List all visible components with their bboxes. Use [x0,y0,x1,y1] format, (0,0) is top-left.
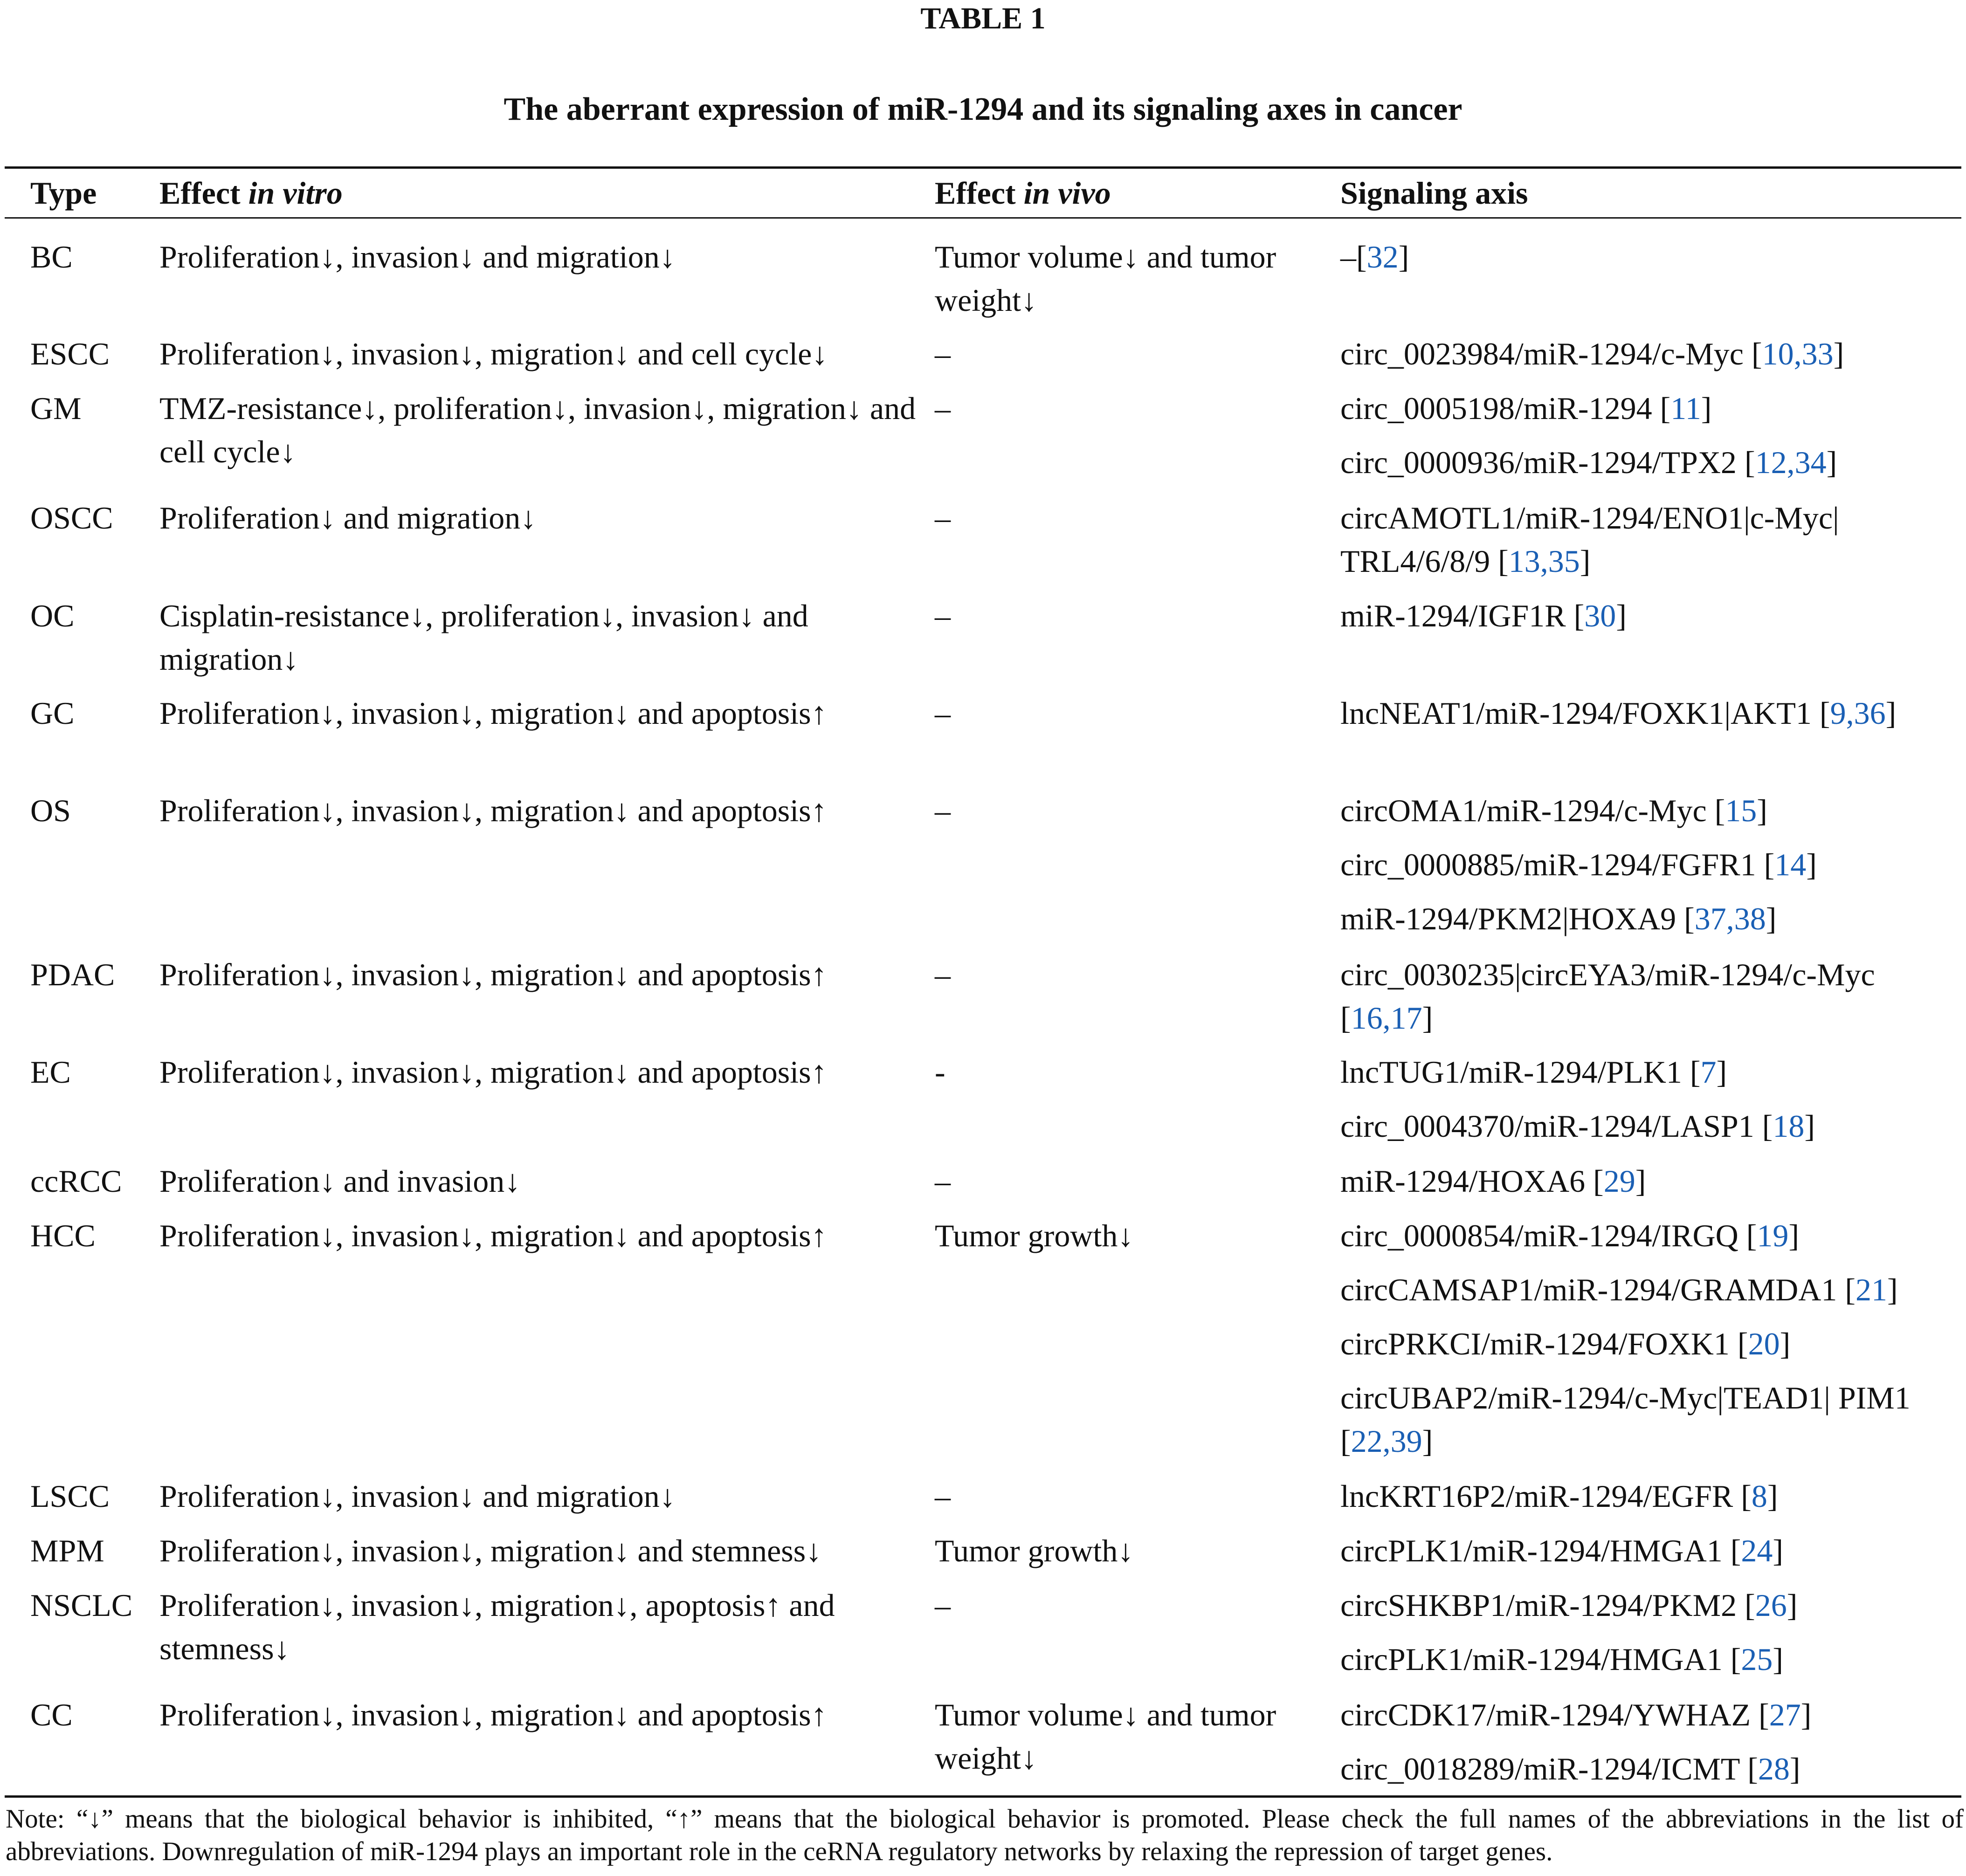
signaling-axis-entry [1340,897,1960,941]
signaling-axis-entry [1340,1584,1960,1627]
cell-effect-in-vivo: Tumor growth↓ [935,1533,1134,1568]
signaling-axis-entry [1340,1638,1960,1681]
signaling-axis-text: – [1340,239,1356,275]
signaling-axis-entry [1340,1747,1960,1791]
signaling-axis-entry [1340,953,1960,1040]
ref-bracket-close: ] [1780,1326,1791,1361]
reference-link[interactable]: 30 [1584,598,1616,633]
reference-link[interactable]: 18 [1773,1108,1805,1144]
cell-type: LSCC [30,1478,110,1514]
ref-bracket-open: [ [1738,1218,1757,1253]
header-vivo-prefix: Effect [935,175,1024,211]
ref-bracket-open: [ [1722,1642,1741,1677]
header-vivo-em: in vivo [1023,175,1111,211]
ref-bracket-open: [ [1811,695,1830,731]
cell-effect-in-vivo: Tumor volume↓ and tumor weight↓ [935,1697,1276,1776]
signaling-axis-text: circCDK17/miR-1294/YWHAZ [1340,1697,1751,1732]
signaling-axis-text: circ_0000885/miR-1294/FGFR1 [1340,847,1756,882]
cell-effect-in-vivo: - [935,1054,945,1090]
reference-link[interactable]: 26 [1755,1587,1787,1623]
cell-signaling-axis [1340,1051,1960,1159]
header-type: Type [30,175,97,211]
cell-signaling-axis [1340,1160,1960,1214]
cell-effect-in-vitro: TMZ-resistance↓, proliferation↓, invasion↓, migration↓ and cell cycle↓ [159,391,916,469]
signaling-axis-entry [1340,1105,1960,1148]
signaling-axis-text: circPLK1/miR-1294/HMGA1 [1340,1642,1723,1677]
ref-bracket-open: [ [1722,1533,1741,1568]
cell-type: PDAC [30,957,115,992]
cell-signaling-axis [1340,594,1960,648]
reference-link[interactable]: 24 [1741,1533,1773,1568]
ref-bracket-open: [ [1682,1054,1701,1090]
ref-bracket-open: [ [1652,391,1671,426]
reference-link[interactable]: 10,33 [1762,336,1834,371]
reference-link[interactable]: 8 [1751,1478,1767,1514]
cell-type: HCC [30,1218,96,1253]
ref-bracket-open: [ [1340,1000,1351,1036]
ref-bracket-open: [ [1739,1751,1758,1787]
ref-bracket-open: [ [1751,1697,1769,1732]
cell-signaling-axis [1340,692,1960,746]
cell-signaling-axis [1340,496,1960,594]
reference-link[interactable]: 28 [1758,1751,1790,1787]
header-rule [5,217,1961,219]
signaling-axis-entry [1340,387,1960,430]
cell-effect-in-vivo: – [935,391,951,426]
bottom-rule [5,1795,1961,1798]
signaling-axis-entry [1340,1475,1960,1518]
ref-bracket-close: ] [1887,1272,1898,1307]
ref-bracket-close: ] [1422,1423,1433,1459]
header-vitro-prefix: Effect [159,175,248,211]
reference-link[interactable]: 9,36 [1830,695,1886,731]
ref-bracket-open: [ [1743,336,1762,371]
signaling-axis-text: circPLK1/miR-1294/HMGA1 [1340,1533,1723,1568]
signaling-axis-entry [1340,692,1960,735]
signaling-axis-text: circUBAP2/miR-1294/c-Myc|TEAD1| PIM1 [1340,1380,1911,1416]
reference-link[interactable]: 15 [1725,793,1757,828]
reference-link[interactable]: 27 [1769,1697,1801,1732]
cell-effect-in-vitro: Cisplatin-resistance↓, proliferation↓, invasion↓ and migration↓ [159,598,808,677]
ref-bracket-close: ] [1767,1478,1778,1514]
ref-bracket-close: ] [1422,1000,1433,1036]
cell-signaling-axis [1340,235,1960,289]
table-note: Note: “↓” means that the biological behavior is inhibited, “↑” means that the biological behavior is promoted. Please check the full names of the abbreviations in the list of abbreviations. Downregulation of miR-1294 plays an important role in the ceRNA regulatory networks by relaxing the repression of target genes. [6,1804,1964,1866]
ref-bracket-open: [ [1736,445,1755,480]
cell-type: ESCC [30,336,110,371]
ref-bracket-close: ] [1804,1108,1815,1144]
cell-signaling-axis [1340,1529,1960,1583]
reference-link[interactable]: 7 [1700,1054,1717,1090]
signaling-axis-entry [1340,1529,1960,1573]
cell-effect-in-vitro: Proliferation↓, invasion↓, migration↓ and apoptosis↑ [159,957,827,992]
ref-bracket-close: ] [1788,1218,1799,1253]
signaling-axis-entry [1340,1268,1960,1312]
cell-type: OC [30,598,75,633]
cell-type: MPM [30,1533,104,1568]
ref-bracket-open: [ [1733,1478,1752,1514]
cell-type: CC [30,1697,73,1732]
ref-bracket-open: [ [1585,1163,1604,1199]
ref-bracket-close: ] [1701,391,1712,426]
cell-effect-in-vitro: Proliferation↓, invasion↓, migration↓ and apoptosis↑ [159,1054,827,1090]
cell-effect-in-vitro: Proliferation↓, invasion↓, migration↓ and apoptosis↑ [159,695,827,731]
header-signaling-axis: Signaling axis [1340,175,1528,211]
signaling-axis-text: circOMA1/miR-1294/c-Myc [1340,793,1707,828]
ref-bracket-open: [ [1729,1326,1748,1361]
signaling-axis-entry [1340,843,1960,886]
cell-effect-in-vivo: – [935,1478,951,1514]
ref-bracket-close: ] [1826,445,1837,480]
cell-effect-in-vivo: – [935,695,951,731]
cell-effect-in-vitro: Proliferation↓ and migration↓ [159,500,537,536]
ref-bracket-open: [ [1340,1423,1351,1459]
signaling-axis-text: circPRKCI/miR-1294/FOXK1 [1340,1326,1730,1361]
signaling-axis-entry [1340,1214,1960,1258]
ref-bracket-close: ] [1773,1642,1784,1677]
reference-link[interactable]: 11 [1670,391,1701,426]
ref-bracket-close: ] [1806,847,1817,882]
table-title: The aberrant expression of miR-1294 and its signaling axes in cancer [504,91,1462,127]
signaling-axis-text: miR-1294/IGF1R [1340,598,1566,633]
ref-bracket-close: ] [1773,1533,1784,1568]
cell-type: OSCC [30,500,113,536]
cell-type: BC [30,239,73,275]
signaling-axis-text: circ_0005198/miR-1294 [1340,391,1652,426]
signaling-axis-entry [1340,1693,1960,1737]
cell-effect-in-vitro: Proliferation↓, invasion↓ and migration↓ [159,239,676,275]
ref-bracket-open: [ [1837,1272,1856,1307]
cell-effect-in-vivo: – [935,957,951,992]
reference-link[interactable]: 25 [1741,1642,1773,1677]
signaling-axis-text: circSHKBP1/miR-1294/PKM2 [1340,1587,1737,1623]
header-effect-in-vitro [159,169,929,217]
cell-effect-in-vitro: Proliferation↓, invasion↓, migration↓ and stemness↓ [159,1533,822,1568]
cell-signaling-axis [1340,1693,1960,1801]
ref-bracket-close: ] [1580,543,1591,579]
cell-signaling-axis [1340,387,1960,495]
cell-effect-in-vivo: – [935,598,951,633]
cell-signaling-axis [1340,1584,1960,1692]
cell-effect-in-vitro: Proliferation↓, invasion↓, migration↓, apoptosis↑ and stemness↓ [159,1587,835,1666]
ref-bracket-open: [ [1754,1108,1773,1144]
signaling-axis-entry [1340,1322,1960,1366]
signaling-axis-text: lncTUG1/miR-1294/PLK1 [1340,1054,1682,1090]
cell-type: ccRCC [30,1163,122,1199]
signaling-axis-text: circ_0030235|circEYA3/miR-1294/c-Myc [1340,957,1875,992]
reference-link[interactable]: 14 [1774,847,1807,882]
reference-link[interactable]: 29 [1603,1163,1635,1199]
ref-bracket-close: ] [1787,1587,1798,1623]
ref-bracket-close: ] [1757,793,1767,828]
signaling-axis-text: circ_0018289/miR-1294/ICMT [1340,1751,1740,1787]
signaling-axis-entry [1340,441,1960,484]
ref-bracket-close: ] [1789,1751,1800,1787]
ref-bracket-close: ] [1635,1163,1646,1199]
cell-effect-in-vivo: – [935,500,951,536]
signaling-axis-entry [1340,1160,1960,1203]
cell-type: OS [30,793,71,828]
cell-effect-in-vitro: Proliferation↓ and invasion↓ [159,1163,521,1199]
signaling-axis-text: circAMOTL1/miR-1294/ENO1|c-Myc| TRL4/6/8/9 [1340,500,1839,579]
ref-bracket-open: [ [1706,793,1725,828]
signaling-axis-text: circ_0004370/miR-1294/LASP1 [1340,1108,1754,1144]
cell-signaling-axis [1340,953,1960,1051]
cell-effect-in-vivo: Tumor growth↓ [935,1218,1134,1253]
reference-link[interactable]: 13,35 [1508,543,1580,579]
signaling-axis-text: circCAMSAP1/miR-1294/GRAMDA1 [1340,1272,1837,1307]
cell-effect-in-vitro: Proliferation↓, invasion↓ and migration↓ [159,1478,676,1514]
cell-effect-in-vitro: Proliferation↓, invasion↓, migration↓ and cell cycle↓ [159,336,828,371]
reference-link[interactable]: 37,38 [1694,901,1766,936]
cell-type: EC [30,1054,71,1090]
signaling-axis-text: miR-1294/HOXA6 [1340,1163,1586,1199]
ref-bracket-open: [ [1756,847,1775,882]
reference-link[interactable]: 20 [1748,1326,1780,1361]
ref-bracket-open: [ [1356,239,1367,275]
signaling-axis-text: circ_0000936/miR-1294/TPX2 [1340,445,1737,480]
cell-signaling-axis [1340,332,1960,386]
reference-link[interactable]: 12,34 [1755,445,1827,480]
signaling-axis-text: lncNEAT1/miR-1294/FOXK1|AKT1 [1340,695,1812,731]
table-header [0,169,1966,217]
header-vitro-em: in vitro [248,175,343,211]
cell-effect-in-vitro: Proliferation↓, invasion↓, migration↓ and apoptosis↑ [159,793,827,828]
signaling-axis-text: circ_0023984/miR-1294/c-Myc [1340,336,1744,371]
ref-bracket-open: [ [1737,1587,1755,1623]
ref-bracket-close: ] [1398,239,1409,275]
cell-signaling-axis [1340,1475,1960,1529]
ref-bracket-close: ] [1616,598,1627,633]
cell-effect-in-vivo: – [935,1163,951,1199]
signaling-axis-entry [1340,594,1960,638]
reference-link[interactable]: 32 [1366,239,1399,275]
cell-signaling-axis [1340,789,1960,951]
signaling-axis-entry [1340,496,1960,583]
ref-bracket-close: ] [1885,695,1897,731]
signaling-axis-text: lncKRT16P2/miR-1294/EGFR [1340,1478,1733,1514]
cell-type: GC [30,695,75,731]
cell-effect-in-vivo: – [935,793,951,828]
cell-effect-in-vivo: – [935,336,951,371]
cell-effect-in-vitro: Proliferation↓, invasion↓, migration↓ and apoptosis↑ [159,1218,827,1253]
signaling-axis-text: circ_0000854/miR-1294/IRGQ [1340,1218,1738,1253]
cell-effect-in-vitro: Proliferation↓, invasion↓, migration↓ and apoptosis↑ [159,1697,827,1732]
header-effect-in-vivo [935,169,1336,217]
reference-link[interactable]: 21 [1856,1272,1888,1307]
ref-bracket-open: [ [1566,598,1585,633]
ref-bracket-close: ] [1766,901,1777,936]
cell-type: NSCLC [30,1587,133,1623]
reference-link[interactable]: 22,39 [1351,1423,1422,1459]
signaling-axis-entry [1340,332,1960,376]
ref-bracket-close: ] [1716,1054,1727,1090]
cell-effect-in-vivo: – [935,1587,951,1623]
signaling-axis-entry [1340,789,1960,832]
reference-link[interactable]: 16,17 [1351,1000,1422,1036]
cell-type: GM [30,391,82,426]
ref-bracket-open: [ [1676,901,1695,936]
reference-link[interactable]: 19 [1757,1218,1789,1253]
cell-effect-in-vivo: Tumor volume↓ and tumor weight↓ [935,239,1276,318]
signaling-axis-entry [1340,1051,1960,1094]
signaling-axis-text: miR-1294/PKM2|HOXA9 [1340,901,1676,936]
ref-bracket-close: ] [1833,336,1844,371]
ref-bracket-open: [ [1490,543,1509,579]
table-label: TABLE 1 [920,1,1046,35]
ref-bracket-close: ] [1800,1697,1812,1732]
cell-signaling-axis [1340,1214,1960,1474]
signaling-axis-entry [1340,235,1960,279]
signaling-axis-entry [1340,1376,1960,1463]
